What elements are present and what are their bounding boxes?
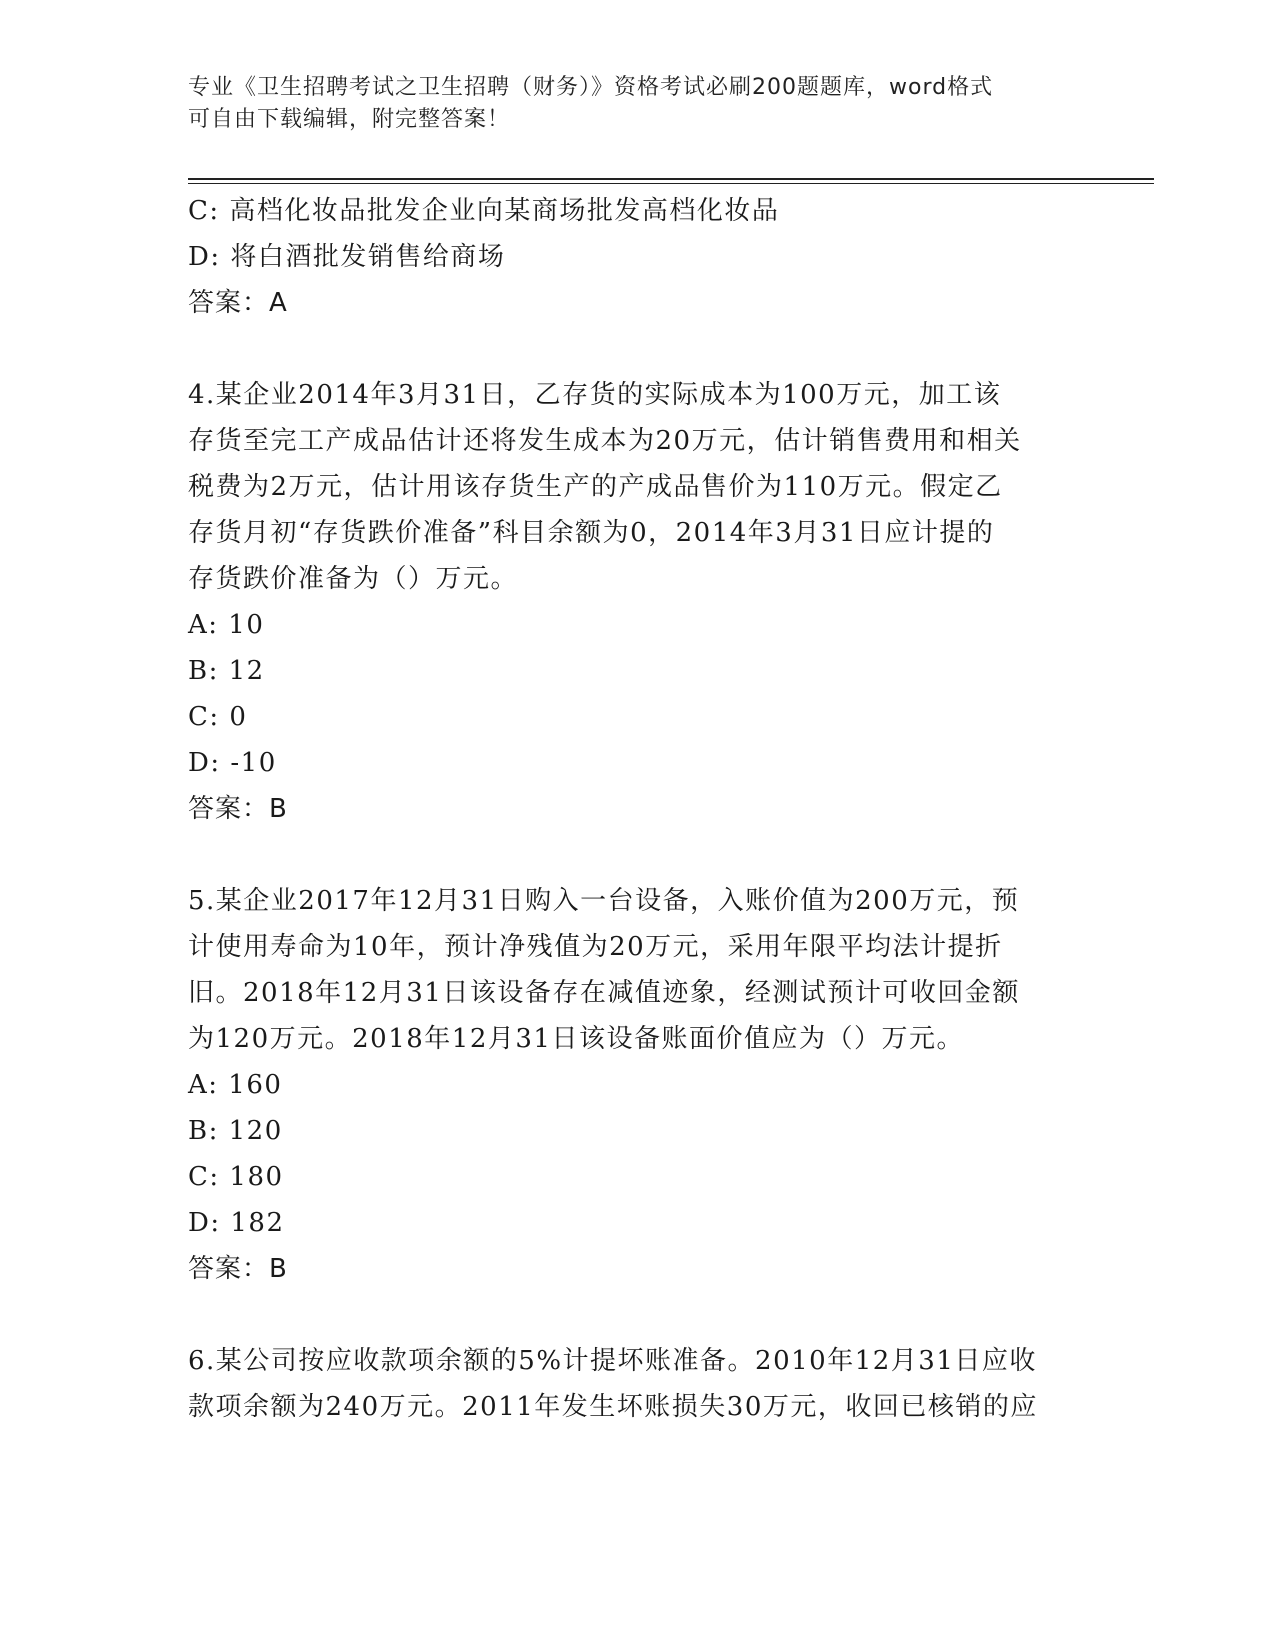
question-text-line: 存货至完工产成品估计还将发生成本为20万元，估计销售费用和相关 — [188, 426, 1022, 456]
option-d: D: 将白酒批发销售给商场 — [188, 242, 506, 272]
spacer — [188, 832, 1088, 878]
question-5 — [188, 878, 1088, 1292]
option-d: D: -10 — [188, 748, 277, 778]
question-text-line: 存货跌价准备为（）万元。 — [188, 564, 519, 594]
answer-line: 答案：B — [188, 794, 288, 824]
spacer — [188, 326, 1088, 372]
question-6 — [188, 1338, 1088, 1430]
option-d: D: 182 — [188, 1208, 285, 1238]
header-divider-thick — [188, 178, 1154, 180]
document-body — [188, 188, 1088, 1430]
option-a: A: 160 — [188, 1070, 283, 1100]
option-a: A: 10 — [188, 610, 265, 640]
option-c: C: 高档化妆品批发企业向某商场批发高档化妆品 — [188, 196, 780, 226]
option-b: B: 120 — [188, 1116, 283, 1146]
question-text-line: 6.某公司按应收款项余额的5%计提坏账准备。2010年12月31日应收 — [188, 1346, 1037, 1376]
option-c: C: 0 — [188, 702, 248, 732]
header-divider-thin — [188, 183, 1154, 184]
question-text-line: 4.某企业2014年3月31日，乙存货的实际成本为100万元，加工该 — [188, 380, 1002, 410]
option-b: B: 12 — [188, 656, 265, 686]
answer-line: 答案：A — [188, 288, 288, 318]
question-text-line: 存货月初“存货跌价准备”科目余额为0，2014年3月31日应计提的 — [188, 518, 995, 548]
question-text-line: 为120万元。2018年12月31日该设备账面价值应为（）万元。 — [188, 1024, 964, 1054]
header-title-line-1: 专业《卫生招聘考试之卫生招聘（财务）》资格考试必刷200题题库，word格式 — [188, 75, 994, 100]
header-title-line-2: 可自由下载编辑，附完整答案！ — [188, 107, 511, 132]
answer-line: 答案：B — [188, 1254, 288, 1284]
question-text-line: 款项余额为240万元。2011年发生坏账损失30万元，收回已核销的应 — [188, 1392, 1038, 1422]
question-text-line: 计使用寿命为10年，预计净残值为20万元，采用年限平均法计提折 — [188, 932, 1003, 962]
spacer — [188, 1292, 1088, 1338]
question-3-tail — [188, 188, 1088, 326]
document-header — [188, 72, 1088, 136]
question-4 — [188, 372, 1088, 832]
question-text-line: 税费为2万元，估计用该存货生产的产成品售价为110万元。假定乙 — [188, 472, 1003, 502]
question-text-line: 旧。2018年12月31日该设备存在减值迹象，经测试预计可收回金额 — [188, 978, 1020, 1008]
option-c: C: 180 — [188, 1162, 284, 1192]
question-text-line: 5.某企业2017年12月31日购入一台设备，入账价值为200万元，预 — [188, 886, 1020, 916]
